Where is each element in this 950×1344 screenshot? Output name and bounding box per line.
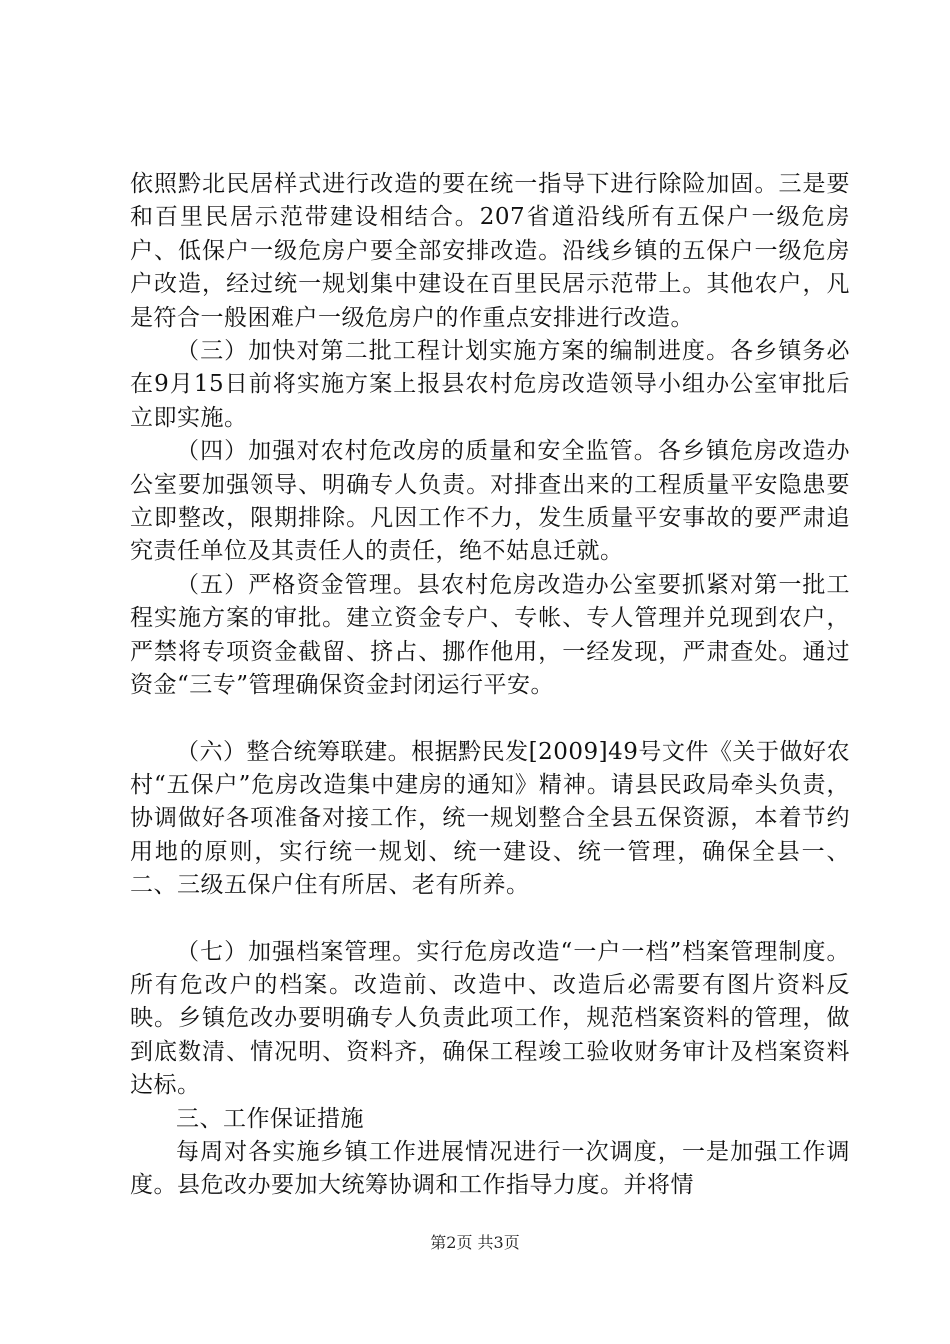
paragraph-item-6: （六）整合统筹联建。根据黔民发[2009]49号文件《关于做好农村“五保户”危房改造集中建房的通知》精神。请县民政局牵头负责，协调做好各项准备对接工作，统一规划整合全县五保资源，本着节约用地的原则，实行统一规划、统一建设、统一管理，确保全县一、二、三级五保户住有所居、老有所养。	[130, 738, 850, 899]
paragraph-spacer	[130, 703, 850, 736]
paragraph-continuation: 依照黔北民居样式进行改造的要在统一指导下进行除险加固。三是要和百里民居示范带建设相结合。207省道沿线所有五保户一级危房户、低保户一级危房户要全部安排改造。沿线乡镇的五保户一级危房户改造，经过统一规划集中建设在百里民居示范带上。其他农户，凡是符合一般困难户一级危房户的作重点安排进行改造。	[130, 171, 850, 331]
paragraph-item-3: （三）加快对第二批工程计划实施方案的编制进度。各乡镇务必在9月15日前将实施方案上报县农村危房改造领导小组办公室审批后立即实施。	[130, 338, 850, 431]
document-body	[130, 168, 850, 1203]
page-footer: 第2页 共3页	[430, 1233, 520, 1252]
paragraph-spacer	[130, 903, 850, 936]
paragraph-section-3: 每周对各实施乡镇工作进展情况进行一次调度，一是加强工作调度。县危改办要加大统筹协调和工作指导力度。并将情	[130, 1138, 850, 1199]
paragraph-item-4: （四）加强对农村危改房的质量和安全监管。各乡镇危房改造办公室要加强领导、明确专人负责。对排查出来的工程质量平安隐患要立即整改，限期排除。凡因工作不力，发生质量平安事故的要严肃追究责任单位及其责任人的责任，绝不姑息迁就。	[130, 438, 850, 565]
paragraph-item-7: （七）加强档案管理。实行危房改造“一户一档”档案管理制度。所有危改户的档案。改造前、改造中、改造后必需要有图片资料反映。乡镇危改办要明确专人负责此项工作，规范档案资料的管理，做到底数清、情况明、资料齐，确保工程竣工验收财务审计及档案资料达标。	[130, 938, 850, 1099]
paragraph-item-5: （五）严格资金管理。县农村危房改造办公室要抓紧对第一批工程实施方案的审批。建立资金专户、专帐、专人管理并兑现到农户，严禁将专项资金截留、挤占、挪作他用，一经发现，严肃查处。通过资金“三专”管理确保资金封闭运行平安。	[130, 571, 850, 699]
section-heading: 三、工作保证措施	[176, 1105, 364, 1132]
